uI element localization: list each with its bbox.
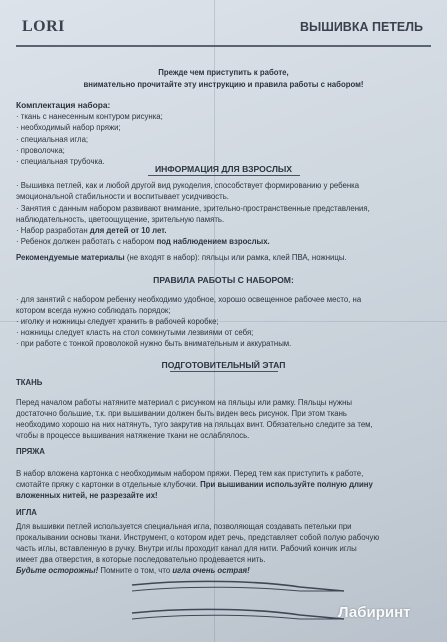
fabric-title: ТКАНЬ: [16, 378, 43, 387]
age-line: [16, 225, 167, 236]
fabric-line: Перед началом работы натяните материал с рисунком на пяльцы или рамку. Пяльцы нужны: [16, 398, 352, 407]
rule-1b: котором всегда нужно соблюдать порядок;: [16, 306, 171, 315]
supervision-bold: под наблюдением взрослых.: [156, 237, 270, 246]
intro-line-2: внимательно прочитайте эту инструкцию и правила работы с набором!: [83, 80, 364, 89]
kit-item: · ткань с нанесенным контуром рисунка;: [16, 112, 163, 121]
kit-title: Комплектация набора:: [16, 100, 111, 110]
needle-bottom-icon: [132, 609, 344, 619]
rule-2: · иголку и ножницы следует хранить в рабочей коробке;: [16, 317, 219, 326]
yarn-line-1: В набор вложена картонка с необходимым набором пряжи. Перед тем как приступить к работе,: [16, 469, 364, 478]
needle-line: Для вышивки петлей используется специальная игла, позволяющая создавать петельки при: [16, 522, 352, 531]
needle-warning-end: игла очень острая!: [172, 566, 250, 575]
watermark-text: Лабиринт: [338, 604, 411, 621]
kit-item: · специальная игла;: [16, 135, 89, 144]
needle-illustration: [130, 575, 350, 630]
fabric-line: достаточно большие, т.к. при вышивании должен быть виден весь рисунок. При этом ткань: [16, 409, 347, 418]
header-divider: [16, 45, 431, 47]
supervision-prefix: · Ребенок должен работать с набором: [16, 237, 157, 246]
yarn-line-2-bold: При вышивании используйте полную длину: [200, 480, 373, 489]
materials-line: [16, 252, 347, 263]
supervision-line: [16, 236, 270, 247]
adults-paragraph-2a: · Занятия с данным набором развивают внимание, зрительно-пространственные представления,: [16, 204, 370, 213]
needle-title: ИГЛА: [16, 508, 37, 517]
age-value: для детей от 10 лет.: [89, 226, 167, 235]
rule-3: · ножницы следует класть на стол сомкнутыми лезвиями от себя;: [16, 328, 254, 337]
needle-warning-text: Помните о том, что: [98, 566, 173, 575]
kit-item: · необходимый набор пряжи;: [16, 123, 121, 132]
intro-line-1: Прежде чем приступить к работе,: [158, 68, 289, 77]
prep-title-underline: [170, 371, 278, 372]
needle-warning-bold: Будьте осторожны!: [16, 566, 99, 575]
adults-paragraph-1a: · Вышивка петлей, как и любой другой вид рукоделия, способствует формированию у ребенка: [16, 181, 360, 190]
fabric-line: чтобы в процессе вышивания натяжение ткани не ослаблялось.: [16, 431, 250, 440]
adults-section-title: ИНФОРМАЦИЯ ДЛЯ ВЗРОСЛЫХ: [154, 164, 293, 174]
yarn-line-2: [16, 479, 373, 490]
rules-section-title: ПРАВИЛА РАБОТЫ С НАБОРОМ:: [153, 275, 294, 285]
adults-paragraph-1b: эмоциональной стабильности и воспитывает усидчивость.: [16, 192, 229, 201]
adults-title-underline: [148, 175, 300, 176]
prep-section-title: ПОДГОТОВИТЕЛЬНЫЙ ЭТАП: [161, 360, 286, 370]
kit-item: · проволочка;: [16, 146, 65, 155]
yarn-title: ПРЯЖА: [16, 447, 45, 456]
kit-item: · специальная трубочка.: [16, 157, 105, 166]
yarn-line-3: вложенных нитей, не разрезайте их!: [16, 491, 158, 500]
fabric-line: необходимо хорошо на них натянуть, туго закрутив на пяльцах винт. Обязательно следите за тем,: [16, 420, 373, 429]
yarn-line-2-text: смотайте пряжу с картонки в отдельные клубочки.: [16, 480, 201, 489]
rule-4: · при работе с тонкой проволокой нужно быть внимательным и аккуратным.: [16, 339, 292, 348]
needle-line: имеет два отверстия, в которые последовательно продевается нить.: [16, 555, 266, 564]
adults-paragraph-2b: наблюдательность, цветоощущение, зрительную память.: [16, 215, 225, 224]
needle-line: прокалывании основы ткани. Инструмент, о котором идет речь, представляет собой полую рабочую: [16, 533, 380, 542]
rule-1a: · для занятий с набором ребенку необходимо удобное, хорошо освещенное рабочее место, на: [16, 295, 362, 304]
materials-text: (не входят в набор): пяльцы или рамка, клей ПВА, ножницы.: [124, 253, 347, 262]
document-title: ВЫШИВКА ПЕТЕЛЬ: [300, 20, 424, 34]
needle-top-icon: [132, 581, 344, 591]
age-prefix: · Набор разработан: [16, 226, 90, 235]
brand-logo: LORI: [22, 18, 65, 35]
needle-line: часть иглы, вставленную в ручку. Внутри иглы проходит канал для нити. Рабочий кончик иглы: [16, 544, 357, 553]
materials-label: Рекомендуемые материалы: [16, 253, 125, 262]
